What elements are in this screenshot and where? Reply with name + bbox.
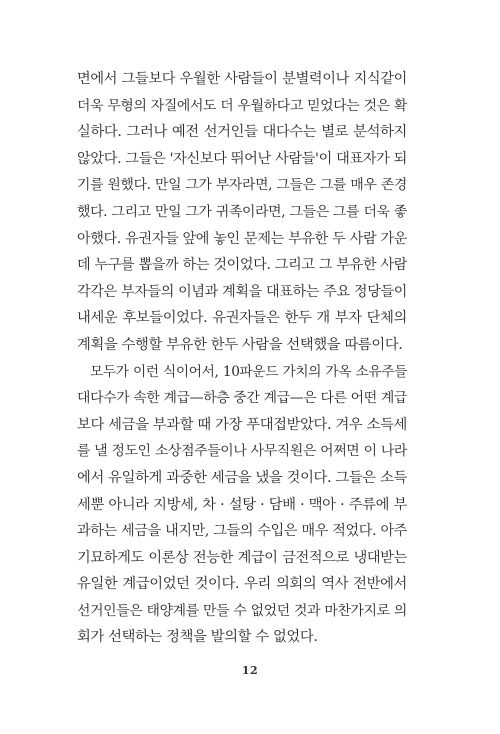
text-line: 회가 선택하는 정책을 발의할 수 없었다. (77, 629, 318, 646)
text-line: 실하다. 그러나 예전 선거인들 대다수는 별로 분석하지 (77, 124, 407, 141)
text-line: 선거인들은 태양계를 만들 수 없었던 것과 마찬가지로 의 (77, 602, 407, 619)
text-line: 내세운 후보들이었다. 유권자들은 한두 개 부자 단체의 (77, 310, 407, 327)
text-line: 유일한 계급이었던 것이다. 우리 의회의 역사 전반에서 (77, 576, 407, 593)
text-line: 각각은 부자들의 이념과 계획을 대표하는 주요 정당들이 (77, 283, 407, 300)
paragraph-2 (77, 359, 407, 652)
page-number: 12 (241, 664, 259, 677)
text-line: 세뿐 아니라 지방세, 차 · 설탕 · 담배 · 맥아 · 주류에 부 (77, 496, 407, 513)
body-text (77, 66, 407, 651)
text-line: 에서 유일하게 과중한 세금을 냈을 것이다. 그들은 소득 (77, 469, 407, 486)
text-line: 보다 세금을 부과할 때 가장 푸대접받았다. 겨우 소득세 (77, 416, 407, 433)
text-line: 계획을 수행할 부유한 한두 사람을 선택했을 따름이다. (77, 336, 403, 353)
text-line: 를 낼 정도인 소상점주들이나 사무직원은 어쩌면 이 나라 (77, 443, 407, 460)
text-line: 기묘하게도 이론상 전능한 계급이 금전적으로 냉대받는 (77, 549, 407, 566)
text-line: 했다. 그리고 만일 그가 귀족이라면, 그들은 그를 더욱 좋 (77, 203, 407, 220)
text-line: 과하는 세금을 내지만, 그들의 수입은 매우 적었다. 아주 (77, 523, 407, 540)
text-line: 않았다. 그들은 '자신보다 뛰어난 사람들'이 대표자가 되 (77, 150, 408, 167)
text-line: 모두가 이런 식이어서, 10파운드 가치의 가옥 소유주들 (90, 363, 407, 380)
text-line: 데 누구를 뽑을까 하는 것이었다. 그리고 그 부유한 사람 (77, 257, 407, 274)
text-line: 대다수가 속한 계급—하층 중간 계급—은 다른 어떤 계급 (77, 390, 407, 407)
text-line: 면에서 그들보다 우월한 사람들이 분별력이나 지식같이 (77, 71, 407, 87)
text-line: 기를 원했다. 만일 그가 부자라면, 그들은 그를 매우 존경 (77, 177, 407, 194)
paragraph-1 (77, 66, 407, 359)
text-line: 아했다. 유권자들 앞에 놓인 문제는 부유한 두 사람 가운 (77, 230, 407, 247)
text-line: 더욱 무형의 자질에서도 더 우월하다고 믿었다는 것은 확 (77, 97, 407, 114)
